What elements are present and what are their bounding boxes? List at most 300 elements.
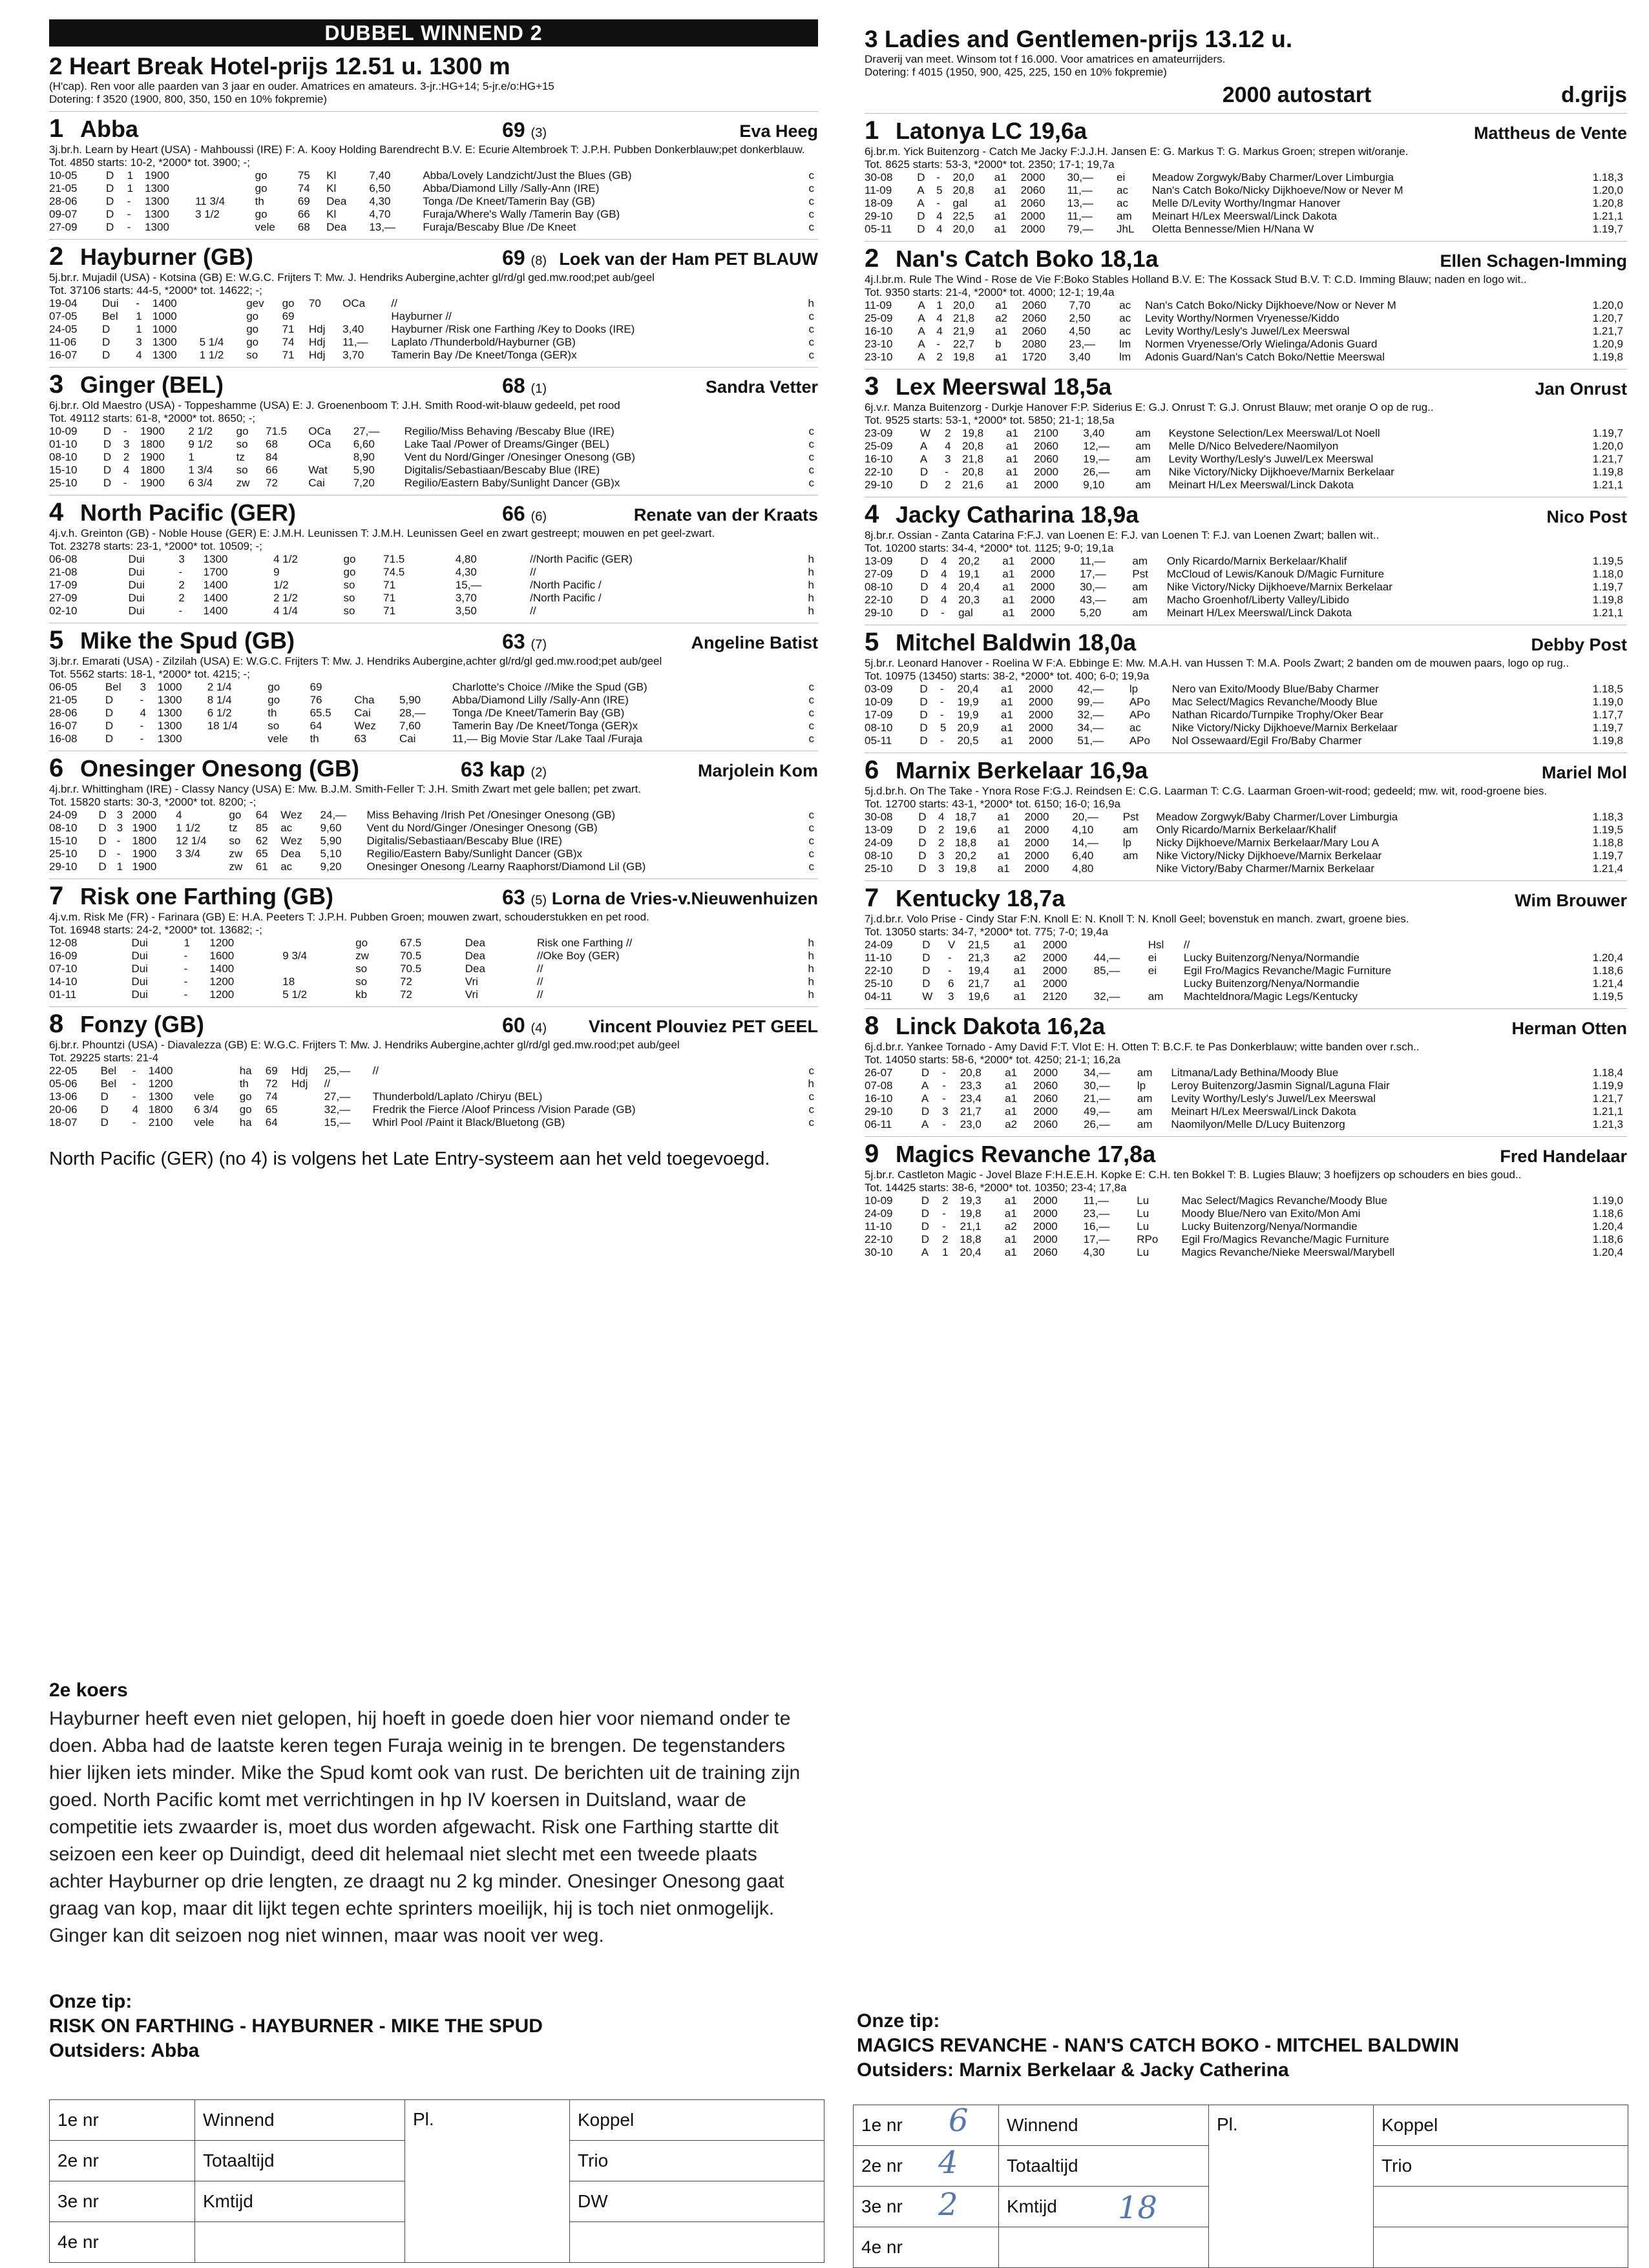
form-cell: a1 [1005, 440, 1018, 452]
form-cell: 3 [947, 990, 954, 1003]
form-cell [200, 310, 247, 323]
grid-cell: Kmtijd [999, 2187, 1209, 2227]
draw-position: (4) [530, 1021, 547, 1035]
form-row [865, 568, 1627, 581]
tip-outsiders: Outsiders: Marnix Berkelaar & Jacky Catherina [857, 2059, 1289, 2081]
form-cell: 1.19,7 [1592, 427, 1623, 439]
form-cell: 61 [255, 860, 268, 873]
form-cell: am [1122, 849, 1139, 862]
form-cell: 13-09 [865, 824, 893, 836]
form-cell: D [919, 696, 928, 708]
form-cell: 11,— Big Movie Star /Lake Taal /Furaja [452, 733, 643, 745]
form-cell: 22-10 [865, 964, 893, 977]
form-cell: 79,— [1067, 223, 1094, 235]
form-cell: 01-11 [49, 988, 77, 1001]
horse-rating [502, 374, 547, 398]
form-cell: so [343, 592, 355, 604]
horse-totals: Tot. 4850 starts: 10-2, *2000* tot. 3900; -; [49, 156, 250, 169]
form-cell: 2 [942, 1233, 949, 1245]
form-cell: 20,0 [952, 171, 974, 183]
form-cell: 2060 [1033, 1079, 1058, 1092]
form-cell: a1 [1005, 1066, 1017, 1079]
horse-pedigree: 6j.d.br.r. Yankee Tornado - Amy David F:T. Vlot E: H. Otten T: B.C.F. te Pas Donkerblauw; witte banden over r.sch.. [865, 1041, 1420, 1053]
form-cell: Tamerin Bay /De Kneet/Tonga (GER)x [452, 720, 638, 732]
form-cell: D [106, 169, 114, 182]
horse-totals: Tot. 15820 starts: 30-3, *2000* tot. 8200; -; [49, 796, 257, 808]
form-cell: 1 [184, 937, 191, 949]
form-cell: 69 [310, 681, 322, 693]
form-cell: am [1148, 990, 1164, 1003]
form-cell: 1.18,5 [1592, 683, 1623, 695]
form-cell: Dea [465, 950, 485, 962]
horse-header [49, 239, 818, 271]
form-cell: - [942, 1118, 946, 1130]
horse-number: 1 [865, 116, 879, 145]
form-row [49, 438, 818, 451]
form-cell: 4 [132, 1103, 139, 1116]
form-cell: vele [194, 1116, 215, 1129]
form-cell: 29-10 [865, 479, 893, 491]
horse-totals: Tot. 5562 starts: 18-1, *2000* tot. 4215; -; [49, 668, 250, 680]
form-table [865, 171, 1627, 236]
form-cell: ei [1148, 952, 1157, 964]
form-cell: a1 [997, 862, 1010, 875]
form-cell: 1000 [152, 323, 177, 335]
form-row [865, 197, 1627, 210]
form-cell: go [255, 169, 268, 182]
form-cell: 2 [178, 579, 185, 591]
form-cell: 27,— [353, 425, 380, 437]
form-cell: 27-09 [865, 568, 893, 580]
horse-pedigree: 6j.br.m. Yick Buitenzorg - Catch Me Jacky F:J.J.H. Jansen E: G. Markus T: G. Markus Groen; strepen wit/oranje. [865, 145, 1409, 158]
form-cell: ac [1119, 325, 1131, 337]
horse-totals: Tot. 23278 starts: 23-1, *2000* tot. 10509; -; [49, 540, 262, 552]
form-cell: 17,— [1083, 1233, 1110, 1245]
form-cell: // [324, 1077, 331, 1090]
form-cell: go [246, 336, 259, 348]
form-cell: c [808, 323, 814, 335]
form-cell [200, 323, 247, 336]
horse-pedigree: 5j.br.r. Castleton Magic - Jovel Blaze F:H.E.E.H. Kopke E: C.H. ten Bokkel T: B. Lugies Blauw; 3 hoefijzers op schouders en bies goud.. [865, 1169, 1522, 1181]
form-cell: go [239, 1103, 252, 1116]
form-cell: Lu [1137, 1246, 1150, 1258]
form-cell: 25-10 [865, 862, 893, 875]
form-cell: c [808, 822, 814, 834]
form-cell: Digitalis/Sebastiaan/Bescaby Blue (IRE) [366, 835, 562, 847]
form-cell: A [918, 299, 925, 311]
form-row [49, 848, 818, 860]
form-cell: 2000 [1024, 811, 1049, 823]
form-cell: Nike Victory/Nicky Dijkhoeve/Marnix Berkelaar [1156, 849, 1382, 862]
form-cell: Hdj [308, 323, 326, 335]
grid-cell: Totaaltijd [195, 2141, 405, 2181]
form-cell: 10-09 [865, 1194, 893, 1207]
horse-totals: Tot. 14050 starts: 58-6, *2000* tot. 4250; 21-1; 16,2a [865, 1054, 1120, 1066]
form-cell: 10-05 [49, 169, 78, 182]
form-cell: 29-10 [865, 210, 893, 222]
form-cell: D [921, 1194, 929, 1207]
form-cell: Only Ricardo/Marnix Berkelaar/Khalif [1156, 824, 1336, 836]
form-cell: Meinart H/Lex Meerswal/Linck Dakota [1168, 479, 1354, 491]
form-cell: 11,— [1080, 555, 1106, 567]
form-cell: Nan's Catch Boko/Nicky Dijkhoeve/Now or Never M [1151, 184, 1403, 196]
grid-cell: Kmtijd [195, 2181, 405, 2222]
form-cell: 30,— [1067, 171, 1094, 183]
form-cell: D [921, 1207, 929, 1220]
form-cell: 1.21,1 [1592, 1105, 1623, 1118]
form-cell: h [808, 1077, 814, 1090]
race-3-horse-list [865, 113, 1627, 1259]
form-cell: Dea [280, 848, 301, 860]
form-cell: 2060 [1033, 1092, 1058, 1105]
form-cell [446, 605, 456, 618]
horse-rating [502, 118, 547, 142]
race-3-start-row [865, 83, 1627, 108]
form-cell: vele [268, 733, 288, 745]
grid-cell: 3e nr [854, 2187, 999, 2227]
late-entry-note: North Pacific (GER) (no 4) is volgens het Late Entry-systeem aan het veld toegevoegd. [49, 1149, 770, 1169]
form-cell: 23-09 [865, 427, 893, 439]
form-cell: Dui [128, 553, 145, 565]
horse-entry [49, 623, 818, 745]
form-cell: Vent du Nord/Ginger /Onesinger Onesong (GB) [366, 822, 598, 834]
form-cell: 3 [140, 681, 147, 693]
form-cell: V [947, 939, 956, 951]
form-cell: 2000 [1042, 952, 1067, 964]
form-cell: Dui [102, 297, 119, 309]
form-cell: Kl [326, 208, 337, 220]
form-cell: a1 [997, 824, 1010, 836]
form-cell: Bel [100, 1077, 117, 1090]
form-cell: D [920, 581, 929, 593]
form-cell: a1 [1013, 964, 1026, 977]
form-cell: 1.21,1 [1592, 479, 1623, 491]
form-cell: - [942, 1066, 946, 1079]
form-cell: Hdj [291, 1077, 308, 1090]
horse-header [865, 1136, 1627, 1169]
form-cell: D [106, 195, 114, 207]
form-cell: D [98, 835, 107, 847]
form-cell: 63 [354, 733, 367, 745]
form-cell: A [921, 1118, 929, 1130]
form-cell: 42,— [1077, 683, 1104, 695]
form-cell: 23,— [1083, 1207, 1110, 1220]
form-cell: Laplato /Thunderbold/Hayburner (GB) [391, 336, 576, 348]
horse-rating [502, 886, 547, 910]
form-cell: 1000 [157, 681, 182, 693]
race-2-prize: Dotering: f 3520 (1900, 800, 350, 150 en 10% fokpremie) [49, 93, 328, 105]
form-cell: Lu [1137, 1220, 1150, 1233]
form-cell: 20,3 [958, 594, 980, 606]
form-cell: a1 [1000, 696, 1013, 708]
form-cell: - [123, 477, 127, 489]
form-cell: 16-08 [49, 733, 78, 745]
form-cell: 24-09 [49, 809, 78, 821]
form-cell: go [229, 809, 242, 821]
form-cell: Vent du Nord/Ginger /Onesinger Onesong (GB) [404, 451, 635, 463]
form-cell: 1.18,0 [1592, 568, 1623, 580]
horse-entry [865, 113, 1627, 236]
form-cell: - [140, 694, 144, 706]
form-cell: a1 [1004, 1194, 1017, 1207]
form-row [49, 988, 818, 1001]
form-cell: Whirl Pool /Paint it Black/Bluetong (GB) [372, 1116, 565, 1129]
form-cell: 1.19,5 [1592, 824, 1623, 836]
form-row [49, 297, 818, 310]
form-cell: 9 3/4 [282, 950, 308, 962]
form-cell: am [1135, 466, 1151, 478]
tip-outsiders: Outsiders: Abba [49, 2040, 200, 2061]
form-cell: 5 [940, 722, 947, 734]
form-cell: D [921, 1233, 929, 1245]
form-cell: Cha [354, 694, 375, 706]
grid-cell: Koppel [570, 2100, 824, 2141]
horse-pedigree: 6j.br.r. Old Maestro (USA) - Toppeshamme (USA) E: J. Groenenboom T: J.H. Smith Rood-wit-blauw gedeeld, pet rood [49, 399, 620, 411]
horse-entry [865, 625, 1627, 747]
form-cell: a1 [1002, 568, 1015, 580]
form-cell: 1.21,3 [1592, 1118, 1623, 1130]
form-cell: Hdj [291, 1065, 308, 1077]
form-cell: 13,— [1067, 197, 1094, 209]
grid-cell: Totaaltijd [999, 2146, 1209, 2187]
form-cell: h [808, 566, 814, 578]
horse-entry [49, 495, 818, 618]
form-cell: 12 1/4 [176, 835, 207, 847]
rating-value: 63 kap [461, 758, 525, 781]
form-cell: 85 [255, 822, 268, 834]
form-cell [1094, 977, 1148, 990]
form-cell: D [919, 722, 928, 734]
form-cell: 2060 [1022, 299, 1047, 311]
form-cell: 5 1/2 [282, 988, 308, 1001]
horse-header [49, 367, 818, 399]
jockey-name: Loek van der Ham PET BLAUW [559, 249, 818, 269]
form-cell: 2060 [1034, 440, 1058, 452]
form-cell: - [184, 962, 188, 975]
grid-cell [1374, 2227, 1628, 2268]
form-cell: 1400 [203, 605, 228, 617]
horse-totals: Tot. 9350 starts: 21-4, *2000* tot. 4000; 12-1; 19,4a [865, 286, 1115, 298]
form-cell: D [921, 1105, 930, 1118]
bet-grid-left [49, 2099, 824, 2263]
form-cell: 69 [282, 310, 295, 322]
form-cell [446, 553, 456, 566]
form-cell: - [940, 709, 944, 721]
form-table [49, 809, 818, 873]
horse-rating [502, 1014, 547, 1037]
form-cell: h [808, 988, 814, 1001]
form-cell: 2000 [1042, 964, 1067, 977]
form-cell: am [1137, 1105, 1153, 1118]
form-cell: 03-09 [865, 683, 893, 695]
horse-header [49, 879, 818, 911]
form-cell: 1.19,7 [1592, 581, 1623, 593]
form-cell: 2000 [1028, 709, 1053, 721]
form-cell: 2060 [1020, 197, 1045, 209]
form-cell [527, 937, 537, 950]
draw-position: (5) [530, 893, 547, 908]
form-cell: D [100, 1103, 109, 1116]
horse-number: 4 [49, 498, 64, 526]
form-cell: 2000 [1024, 862, 1049, 875]
form-cell: 65.5 [310, 707, 331, 719]
form-cell: - [945, 466, 949, 478]
form-cell [399, 681, 452, 694]
form-cell: 7,40 [369, 169, 391, 182]
form-cell: 19,8 [953, 351, 975, 363]
form-cell: 72 [265, 1077, 278, 1090]
form-cell: D [919, 734, 928, 747]
form-cell: Melle D/Levity Worthy/Ingmar Hanover [1151, 197, 1341, 209]
draw-position: (7) [530, 638, 547, 652]
form-cell: D [98, 822, 107, 834]
form-cell: go [246, 323, 259, 335]
draw-position: (6) [530, 510, 547, 524]
form-cell: am [1132, 555, 1148, 567]
form-cell: Hsl [1148, 939, 1164, 951]
form-cell: 2000 [1030, 607, 1055, 619]
form-cell: 4 [936, 210, 943, 222]
form-cell: ha [239, 1065, 252, 1077]
form-cell: 30-10 [865, 1246, 893, 1258]
horse-name: Lex Meerswal 18,5a [896, 373, 1112, 400]
form-cell: 4,10 [1072, 824, 1094, 836]
race-3-conditions: Draverij van meet. Winsom tot f 16.000. Voor amatrices en amateurrijders. [865, 53, 1226, 65]
grid-pl-cell: Pl. [1209, 2105, 1374, 2268]
form-cell: 49,— [1084, 1105, 1110, 1118]
form-cell: 64 [255, 809, 268, 821]
form-cell: lp [1122, 837, 1131, 849]
form-row [865, 683, 1627, 696]
form-cell: Lu [1137, 1207, 1150, 1220]
form-row [865, 607, 1627, 619]
form-cell: 6 1/2 [207, 707, 232, 719]
form-row [865, 440, 1627, 453]
form-cell: 15,— [324, 1116, 351, 1129]
form-cell: // [536, 975, 543, 988]
form-cell: zw [236, 477, 250, 489]
form-cell: 3,40 [342, 323, 364, 335]
form-cell: c [808, 221, 814, 233]
form-cell [291, 1116, 324, 1129]
form-row [49, 681, 818, 694]
form-cell: 71.5 [266, 425, 288, 437]
form-cell: 16,— [1083, 1220, 1110, 1233]
form-cell: D [917, 171, 925, 183]
form-row [49, 464, 818, 477]
horse-header [865, 880, 1627, 913]
horse-entry [49, 239, 818, 362]
form-cell: Nike Victory/Baby Charmer/Marnix Berkelaar [1156, 862, 1374, 875]
form-cell: Egil Fro/Magics Revanche/Magic Furniture [1183, 964, 1392, 977]
race-2-column [49, 19, 818, 1172]
form-cell: 21,1 [960, 1220, 982, 1233]
horse-name: Mitchel Baldwin 18,0a [896, 629, 1137, 656]
form-cell: Meinart H/Lex Meerswal/Linck Dakota [1166, 607, 1352, 619]
form-cell [527, 950, 537, 962]
horse-header [865, 753, 1627, 785]
form-cell: 13-09 [865, 555, 893, 567]
form-cell: 1 [136, 310, 142, 322]
form-cell: 26,— [1083, 466, 1109, 478]
form-cell: c [808, 720, 814, 732]
form-cell: Bel [100, 1065, 117, 1077]
form-cell: 6 3/4 [194, 1103, 219, 1116]
form-cell: c [808, 310, 814, 322]
form-row [865, 1233, 1627, 1246]
form-cell: 1.18,8 [1592, 837, 1623, 849]
form-table [865, 299, 1627, 364]
form-cell: a1 [994, 223, 1007, 235]
horse-pedigree: 7j.d.br.r. Volo Prise - Cindy Star F:N. Knoll E: N. Knoll T: N. Knoll Geel; bovenstuk en manch. zwart, groene bies. [865, 913, 1409, 925]
form-cell: 4,80 [455, 553, 477, 565]
form-cell: 04-11 [865, 990, 892, 1003]
form-cell: 1.21,7 [1592, 1092, 1623, 1105]
form-cell: A [919, 440, 928, 452]
form-cell: Furaja/Where's Wally /Tamerin Bay (GB) [423, 208, 620, 220]
form-cell: - [936, 197, 940, 209]
form-cell: /North Pacific / [530, 592, 602, 604]
horse-name: Latonya LC 19,6a [896, 118, 1087, 144]
form-table [865, 555, 1627, 619]
form-cell: 2000 [1034, 479, 1058, 491]
form-cell: tz [229, 822, 238, 834]
form-cell: a1 [1013, 990, 1026, 1003]
horse-name: Nan's Catch Boko 18,1a [896, 245, 1159, 272]
form-cell: 26-07 [865, 1066, 893, 1079]
horse-header [865, 1008, 1627, 1041]
jockey-name: Vincent Plouviez PET GEEL [588, 1017, 818, 1036]
form-cell: Dui [131, 937, 148, 949]
form-cell: 2 [938, 837, 945, 849]
form-cell: Furaja/Bescaby Blue /De Kneet [423, 221, 576, 233]
form-cell: // [530, 566, 536, 578]
form-cell: D [105, 707, 114, 719]
form-cell: OCa [308, 438, 331, 450]
form-cell: go [343, 553, 356, 565]
form-cell: Bel [105, 681, 121, 693]
form-cell: a1 [995, 351, 1007, 363]
horse-name: Linck Dakota 16,2a [896, 1013, 1106, 1039]
race-3-column [865, 19, 1627, 1259]
form-cell: D [106, 208, 114, 220]
form-cell: lp [1129, 683, 1139, 695]
form-cell: a2 [1013, 952, 1026, 964]
form-cell: D [103, 464, 112, 476]
form-cell: Normen Vryenesse/Orly Wielinga/Adonis Guard [1145, 338, 1378, 350]
form-cell: a2 [1004, 1220, 1017, 1233]
form-cell: 1900 [145, 169, 169, 182]
grid-cell [1374, 2187, 1628, 2227]
horse-pedigree: 4j.l.br.m. Rule The Wind - Rose de Vie F:Boko Stables Holland B.V. E: The Kossack Stud B.V. T: C.D. Imming Blauw; naden en logo wit.. [865, 273, 1527, 286]
form-cell: 19,8 [960, 1207, 982, 1220]
form-cell [354, 681, 399, 694]
form-cell: 11-06 [49, 336, 77, 348]
form-cell: D [98, 809, 107, 821]
form-cell: Nathan Ricardo/Turnpike Trophy/Oker Bear [1171, 709, 1383, 721]
form-row [865, 223, 1627, 236]
horse-entry [865, 1136, 1627, 1259]
form-cell: 18,8 [954, 837, 977, 849]
form-cell: D [919, 479, 929, 491]
form-cell: 20,5 [957, 734, 979, 747]
form-cell: Pst [1122, 811, 1139, 823]
form-cell: a1 [994, 197, 1007, 209]
form-cell: 30-08 [865, 171, 893, 183]
horse-header [49, 623, 818, 655]
form-cell: 4,70 [369, 208, 391, 220]
form-cell: c [808, 451, 814, 463]
